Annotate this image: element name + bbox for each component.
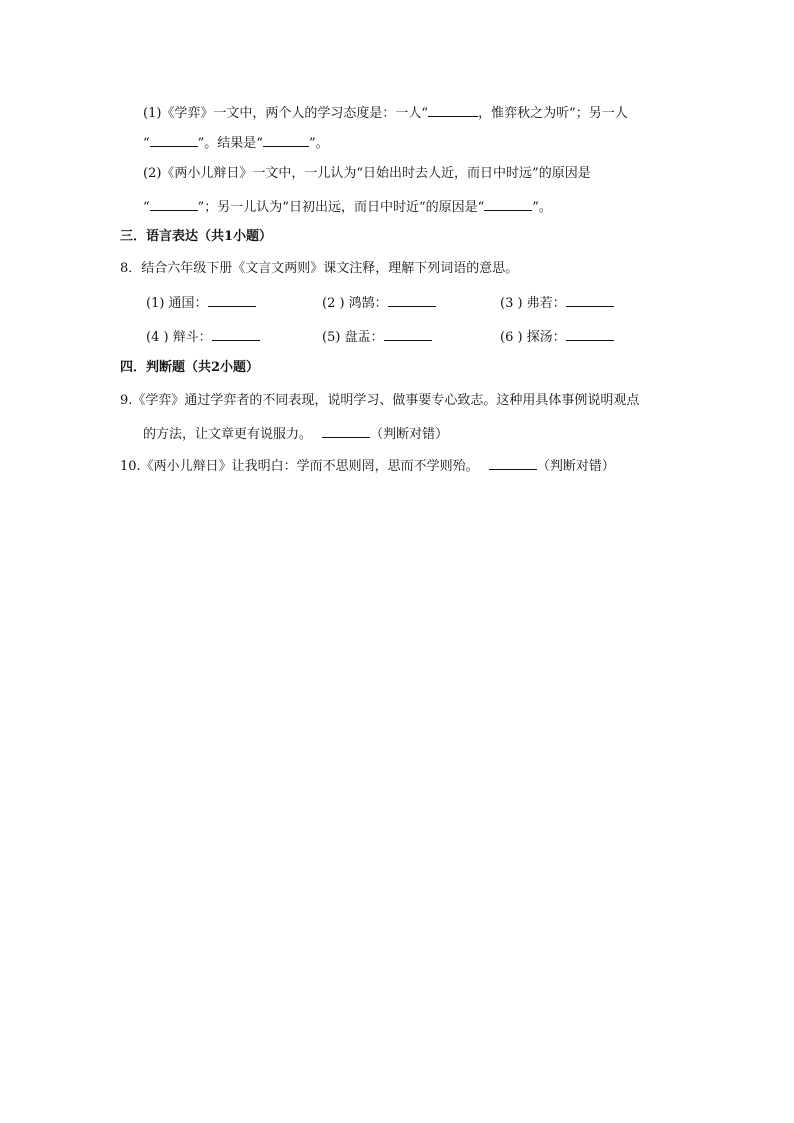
q9-line1: 9.《学弈》通过学弈者的不同表现，说明学习、做事要专心致志。这种用具体事例说明观点 [120, 393, 640, 408]
answer-blank[interactable] [566, 326, 614, 341]
q7-part1-text-b: ，惟弈秋之为听”；另一人 [478, 106, 628, 121]
q9-line2 [143, 423, 448, 445]
q7-part2-text-b: ”；另一儿认为“日初出远，而日中时近“的原因是“ [197, 200, 485, 215]
answer-blank[interactable] [428, 102, 478, 117]
q7-part2-text-a: “ [143, 200, 150, 215]
q7-part1-text-c: “ [143, 136, 150, 151]
answer-blank[interactable] [484, 196, 532, 211]
section-heading: 四．判断题（共2小题） [120, 360, 260, 375]
answer-blank[interactable] [263, 132, 309, 147]
answer-blank[interactable] [212, 326, 260, 341]
q8-item [146, 292, 256, 314]
q7-part2-line1: (2)《两小儿辩日》一文中，一儿认为“日始出时去人近，而日中时远”的原因是 [143, 166, 591, 181]
q7-part2-text-c: ”。 [532, 200, 552, 215]
q8-item-label: (5) 盘盂： [322, 330, 384, 345]
q8-item-label: (2 ) 鸿鹄： [322, 296, 388, 311]
answer-blank[interactable] [388, 292, 436, 307]
q8-item [500, 326, 614, 348]
q8-item [322, 326, 432, 348]
judge-suffix: （判断对错） [536, 459, 615, 474]
q7-part1-text-a: (1)《学弈》一文中，两个人的学习态度是：一人“ [143, 106, 429, 121]
q8-item-label: (1) 通国： [146, 296, 208, 311]
q8-item-label: (3 ) 弗若： [500, 296, 566, 311]
q7-part1-text-e: ”。 [308, 136, 329, 151]
q8-item [146, 326, 260, 348]
answer-blank[interactable] [208, 292, 256, 307]
answer-blank[interactable] [150, 132, 198, 147]
q7-part1-line1 [143, 102, 628, 124]
q8-item-label: (6 ) 探汤： [500, 330, 566, 345]
answer-blank[interactable] [384, 326, 432, 341]
answer-blank[interactable] [566, 292, 614, 307]
q9-text: 的方法，让文章更有说服力。 [143, 427, 313, 442]
q8-item-label: (4 ) 辩斗： [146, 330, 212, 345]
q8-item [500, 292, 614, 314]
q10-text: 10.《两小儿辩日》让我明白：学而不思则罔，思而不学则殆。 [120, 459, 479, 474]
q7-part1-line2 [143, 132, 329, 154]
judge-suffix: （判断对错） [370, 427, 449, 442]
q10-line [120, 455, 615, 477]
q7-part2-line2 [143, 196, 552, 218]
q7-part1-text-d: ”。结果是“ [197, 136, 263, 151]
q8-stem: 8．结合六年级下册《文言文两则》课文注释，理解下列词语的意思。 [120, 261, 519, 276]
answer-blank[interactable] [150, 196, 198, 211]
section-heading: 三．语言表达（共1小题） [120, 229, 273, 244]
q8-item [322, 292, 436, 314]
answer-blank[interactable] [322, 423, 370, 438]
answer-blank[interactable] [489, 455, 537, 470]
